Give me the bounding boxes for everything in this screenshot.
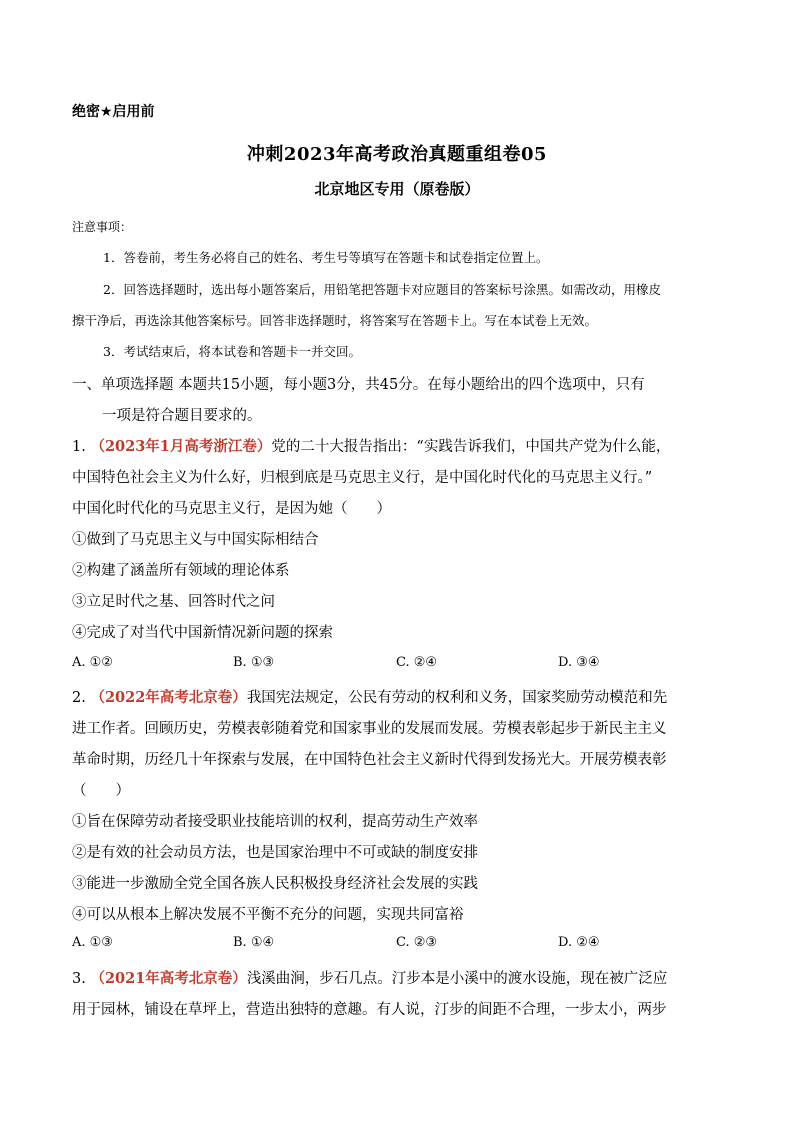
option-c[interactable]: C. ②③ (396, 935, 438, 950)
question-source: （2022年高考北京卷） (90, 689, 247, 706)
statement-item: ②构建了涵盖所有领域的理论体系 (72, 563, 290, 579)
classified-label: 绝密★启用前 (72, 104, 155, 120)
question-1-stem (72, 435, 670, 456)
question-text: 浅溪曲涧，步石几点。汀步本是小溪中的渡水设施，现在被广泛应 (246, 971, 668, 987)
question-text: 我国宪法规定，公民有劳动的权利和义务，国家奖励劳动模范和先 (246, 690, 668, 706)
question-source: （2021年高考北京卷） (90, 970, 247, 987)
note-item: 擦干净后，再选涂其他答案标号。回答非选择题时，将答案写在答题卡上。写在本试卷上无效。 (72, 313, 598, 328)
option-d[interactable]: D. ③④ (558, 655, 600, 670)
statement-item: ④可以从根本上解决发展不平衡不充分的问题，实现共同富裕 (72, 907, 464, 923)
question-number: 2. (72, 690, 86, 706)
question-text: 中国特色社会主义为什么好，归根到底是马克思主义行，是中国化时代化的马克思主义行。” (72, 470, 653, 486)
statement-item: ①做到了马克思主义与中国实际相结合 (72, 532, 319, 548)
statement-item: ②是有效的社会动员方法，也是国家治理中不可或缺的制度安排 (72, 845, 478, 861)
option-a[interactable]: A. ①③ (72, 935, 113, 950)
question-source: （2023年1月高考浙江卷） (90, 438, 272, 455)
question-text: 革命时期，历经几十年探索与发展，在中国特色社会主义新时代得到发扬光大。开展劳模表彰 (72, 752, 667, 768)
question-3-stem (72, 967, 667, 988)
question-text: 用于园林，铺设在草坪上，营造出独特的意趣。有人说，汀步的间距不合理，一步太小，两步 (72, 1002, 667, 1018)
section-heading: 一、单项选择题 本题共15小题，每小题3分，共45分。在每小题给出的四个选项中，只有 (72, 377, 645, 393)
statement-item: ①旨在保障劳动者接受职业技能培训的权利，提高劳动生产效率 (72, 814, 478, 830)
question-number: 3. (72, 971, 86, 987)
option-b[interactable]: B. ①④ (233, 935, 275, 950)
note-item: 3．考试结束后，将本试卷和答题卡一并交回。 (103, 344, 361, 359)
section-heading-cont: 一项是符合题目要求的。 (102, 408, 262, 424)
page-title: 冲刺2023年高考政治真题重组卷05 (246, 144, 548, 165)
question-text: （ ） (72, 783, 130, 799)
notes-heading: 注意事项： (72, 220, 133, 234)
option-a[interactable]: A. ①② (72, 655, 113, 670)
question-text: 中国化时代化的马克思主义行，是因为她（ ） (72, 501, 391, 517)
question-text: 党的二十大报告指出：“实践告诉我们，中国共产党为什么能， (271, 439, 671, 455)
option-d[interactable]: D. ②④ (558, 935, 600, 950)
question-number: 1. (72, 439, 86, 455)
page-subtitle: 北京地区专用（原卷版） (314, 180, 480, 198)
option-c[interactable]: C. ②④ (396, 655, 438, 670)
note-item: 1．答卷前，考生务必将自己的姓名、考生号等填写在答题卡和试卷指定位置上。 (103, 250, 549, 265)
note-item: 2．回答选择题时，选出每小题答案后，用铅笔把答题卡对应题目的答案标号涂黑。如需改动，用橡皮 (103, 282, 661, 297)
statement-item: ③能进一步激励全党全国各族人民积极投身经济社会发展的实践 (72, 876, 478, 892)
question-2-stem (72, 686, 667, 707)
statement-item: ③立足时代之基、回答时代之问 (72, 594, 275, 610)
question-text: 进工作者。回顾历史，劳模表彰随着党和国家事业的发展而发展。劳模表彰起步于新民主主义 (72, 721, 667, 737)
option-b[interactable]: B. ①③ (233, 655, 275, 670)
statement-item: ④完成了对当代中国新情况新问题的探索 (72, 625, 333, 641)
